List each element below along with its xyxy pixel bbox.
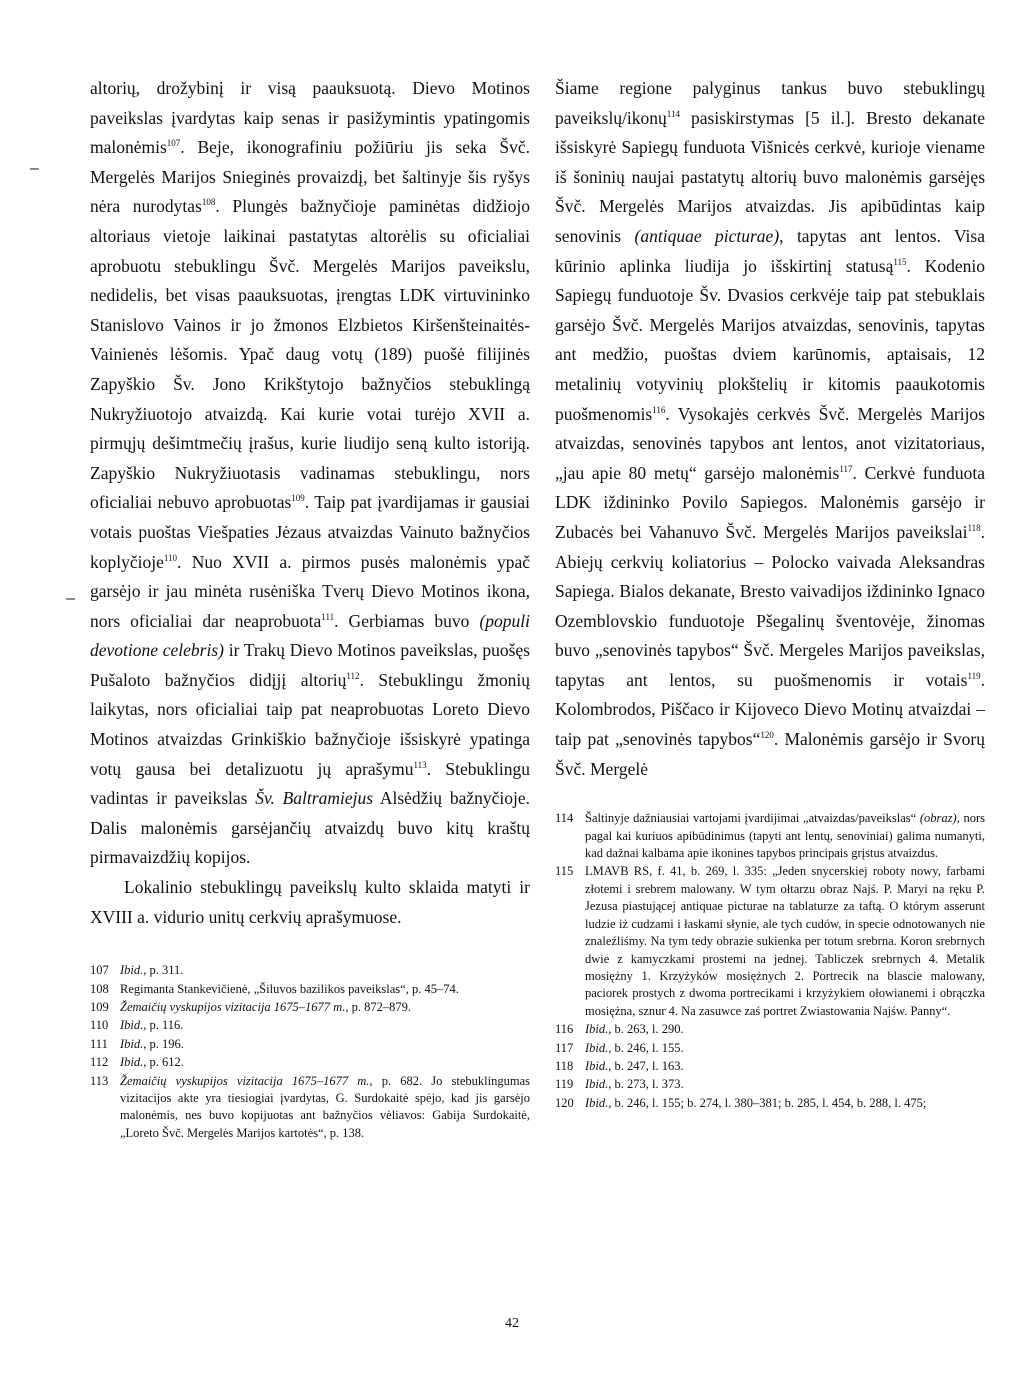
footnote-text: Ibid., b. 273, l. 373. [585,1077,684,1092]
footnote-text: Ibid., p. 196. [120,1036,184,1051]
footnote-text: Ibid., p. 612. [120,1055,184,1070]
footnote-number: 115 [555,864,574,879]
footnote [555,1076,985,1093]
footnote-text: Žemaičių vyskupijos vizitacija 1675–1677 m., p. 682. Jo stebuklingumas vizitacijos akte yra tiesiogiai įvardytas, G. Surdokaitė spėjo, kad jis garsėjo malonėmis, nes buvo kopijuotas ant bažnyčios vėliavos: Gabija Surdokaitė, „Loreto Švč. Mergelės Marijos kartotės“, p. 138. [120,1073,530,1140]
paragraph: Šiame regione palyginus tankus buvo stebuklingų paveikslų/ikonų$^{114}$ pasiskirstymas [5 il.]. Bresto dekanate išsiskyrė Sapiegų funduota Višnicės cerkvė, kurioje viename iš šoninių naujai pastatytų altorių buvo malonėmis garsėjęs Švč. Mergelės Marijos atvaizdas. Jis apibūdintas kaip senovinis (antiquae picturae), tapytas ant lentos. Visa kūrinio aplinka liudija jo išskirtinį statusą$^{115}$. Kodenio Sapiegų funduotoje Šv. Dvasios cerkvėje taip pat stebuklais garsėjo Švč. Mergelės Marijos atvaizdas, senovinis, tapytas ant medžio, puoštas dviem karūnomis, aptaisais, 12 metalinių votyvinių plokštelių ir kitomis paaukotomis puošmenomis$^{116}$. Vysokajės cerkvės Švč. Mergelės Marijos atvaizdas, senovinės tapybos ant lentos, anot vizitatoriaus, „jau apie 80 metų“ garsėjo malonėmis$^{117}$. Cerkvė funduota LDK iždininko Povilo Sapiegos. Malonėmis garsėjo ir Zubacės bei Vahanuvo Švč. Mergelės Marijos paveikslai$^{118}$. Abiejų cerkvių koliatorius – Polocko vaivada Aleksandras Sapiega. Bialos dekanate, Bresto vaivadijos iždininko Ignaco Ozemblovskio funduotoje Pšegalinų šventovėje, žinomas buvo „senovinės tapybos“ Švč. Mergeles Marijos paveikslas, tapytas ant lentos, su puošmenomis ir votais$^{119}$. Kolombrodos, Piščaco ir Kijoveco Dievo Motinų atvaizdai – taip pat „senovinės tapybos“$^{120}$. Malonėmis garsėjo ir Svorų Švč. Mergelė [555,78,985,779]
footnote-text: Ibid., b. 263, l. 290. [585,1022,684,1037]
paragraph: altorių, drožybinį ir visą paauksuotą. Dievo Motinos paveikslas įvardytas kaip senas ir pasižymintis ypatingomis malonėmis$^{107}$. Beje, ikonografiniu požiūriu jis seka Švč. Mergelės Marijos Snieginės provaizdį, bet šaltinyje šis ryšys nėra nurodytas$^{108}$. Plungės bažnyčioje paminėtas didžiojo altoriaus vietoje laikinai pastatytas altorėlis su oficialiai aprobuotu stebuklingu Švč. Mergelės Marijos paveikslu, nedidelis, bet visas paauksuotas, įrengtas LDK virtuvininko Stanislovo Vainos ir jo žmonos Elzbietos Kiršenšteinaitės-Vainienės lėšomis. Ypač daug votų (189) puošė filijinės Zapyškio Šv. Jono Krikštytojo bažnyčios stebuklingą Nukryžiuotojo atvaizdą. Kai kurie votai turėjo XVII a. pirmųjų dešimtmečių įrašus, kurie liudijo seną kulto istoriją. Zapyškio Nukryžiuotasis vadinamas stebuklingu, nors oficialiai nebuvo aprobuotas$^{109}$. Taip pat įvardijamas ir gausiai votais puoštas Viešpaties Jėzaus atvaizdas Vainuto bažnyčios koplyčioje$^{110}$. Nuo XVII a. pirmos pusės malonėmis ypač garsėjo ir jau minėta rusėniška Tverų Dievo Motinos ikona, nors oficialiai dar neaprobuota$^{111}$. Gerbiamas buvo (populi devotione celebris) ir Trakų Dievo Motinos paveikslas, puošęs Pušaloto bažnyčios didįjį altorių$^{112}$. Stebuklingu žmonių laikytas, nors oficialiai taip pat neaprobuotas Loreto Dievo Motinos atvaizdas Grinkiškio bažnyčioje išsiskyrė ypatinga votų gausa bei detalizuotu jų aprašymu$^{113}$. Stebuklingu vadintas ir paveikslas Šv. Baltramiejus Alsėdžių bažnyčioje. Dalis malonėmis garsėjančių atvaizdų buvo kitų kraštų pirmavaizdžių kopijos. [90,78,531,868]
footnote [90,962,530,979]
footnote-text: LMAVB RS, f. 41, b. 269, l. 335: „Jeden snycerskiej roboty nowy, farbami złotemi i srebrem malowany. W tym ołtarzu obraz Najś. P. Maryi na ręku P. Jezusa piastującej antiquae picturae na tablaturze za taftą. O którym asserunt ludzie iż cudzami i łaskami słynie, ale tych cudów, in specie odnotowanych nie znaleźliśmy. Na tym tedy obrazie sukienka per totum srebrna. Koron srebrnych dwie z kamyczkami prostemi na jednej. Tabliczek srebrnych 4. Metalik mosiężny 1. Krzyżyków mosiężnych 2. Portrecik na blascie malowany, paciorek prostych z dwoma portrecikami i krzyżykiem ołowianemi i obrączka mosiężna, sznur 4. Na zasuwce zaś portret Zwiastowania Najśw. Panny“. [585,864,985,1018]
footnote-number: 117 [555,1040,574,1055]
paragraph: Lokalinio stebuklingų paveikslų kulto sklaida matyti ir XVIII a. vidurio unitų cerkvių aprašymuose. [90,877,530,927]
right-column [555,74,985,1113]
left-column [90,74,530,1143]
margin-mark: – [66,590,75,607]
footnote [555,1095,985,1112]
footnote-number: 111 [90,1036,108,1051]
right-footnotes [555,810,985,1112]
footnote-text: Ibid., p. 116. [120,1018,184,1033]
left-body-text [90,74,530,932]
footnote-text: Ibid., p. 311. [120,963,184,978]
footnote [90,999,530,1016]
footnote-text: Šaltinyje dažniausiai vartojami įvardijimai „atvaizdas/paveikslas“ (obraz), nors pagal kai kuriuos apibūdinimus (tapyti ant lentų, senoviniai) galima numanyti, kad dažnai kalbama apie ikonines tapybos principais grįstus atvaizdus. [585,811,986,861]
footnote [555,1040,985,1057]
footnote-text: Ibid., b. 247, l. 163. [585,1058,684,1073]
footnote-number: 112 [90,1055,109,1070]
footnote-text: Ibid., b. 246, l. 155. [585,1040,684,1055]
footnote [90,1036,530,1053]
footnote-number: 119 [555,1077,574,1092]
footnote-number: 107 [90,963,109,978]
footnote-number: 109 [90,1000,109,1015]
left-footnotes [90,962,530,1142]
footnote-number: 118 [555,1058,574,1073]
footnote-number: 116 [555,1022,574,1037]
footnote-number: 110 [90,1018,109,1033]
right-body-text [555,74,985,784]
footnote [555,863,985,1020]
footnote-number: 108 [90,981,109,996]
margin-mark: – [30,160,39,177]
footnote [90,981,530,998]
footnote-text: Ibid., b. 246, l. 155; b. 274, l. 380–381; b. 285, l. 454, b. 288, l. 475; [585,1095,927,1110]
footnote [90,1054,530,1071]
footnote-number: 114 [555,811,574,826]
footnote [90,1017,530,1034]
footnote [555,810,985,862]
footnote-text: Regimanta Stankevičienė, „Šiluvos bazilikos paveikslas“, p. 45–74. [120,981,459,996]
footnote [90,1073,530,1143]
footnote-text: Žemaičių vyskupijos vizitacija 1675–1677 m., p. 872–879. [120,1000,411,1015]
footnote [555,1021,985,1038]
footnote-number: 120 [555,1095,574,1110]
footnote-number: 113 [90,1073,109,1088]
page-number: 42 [505,1316,519,1331]
footnote [555,1058,985,1075]
